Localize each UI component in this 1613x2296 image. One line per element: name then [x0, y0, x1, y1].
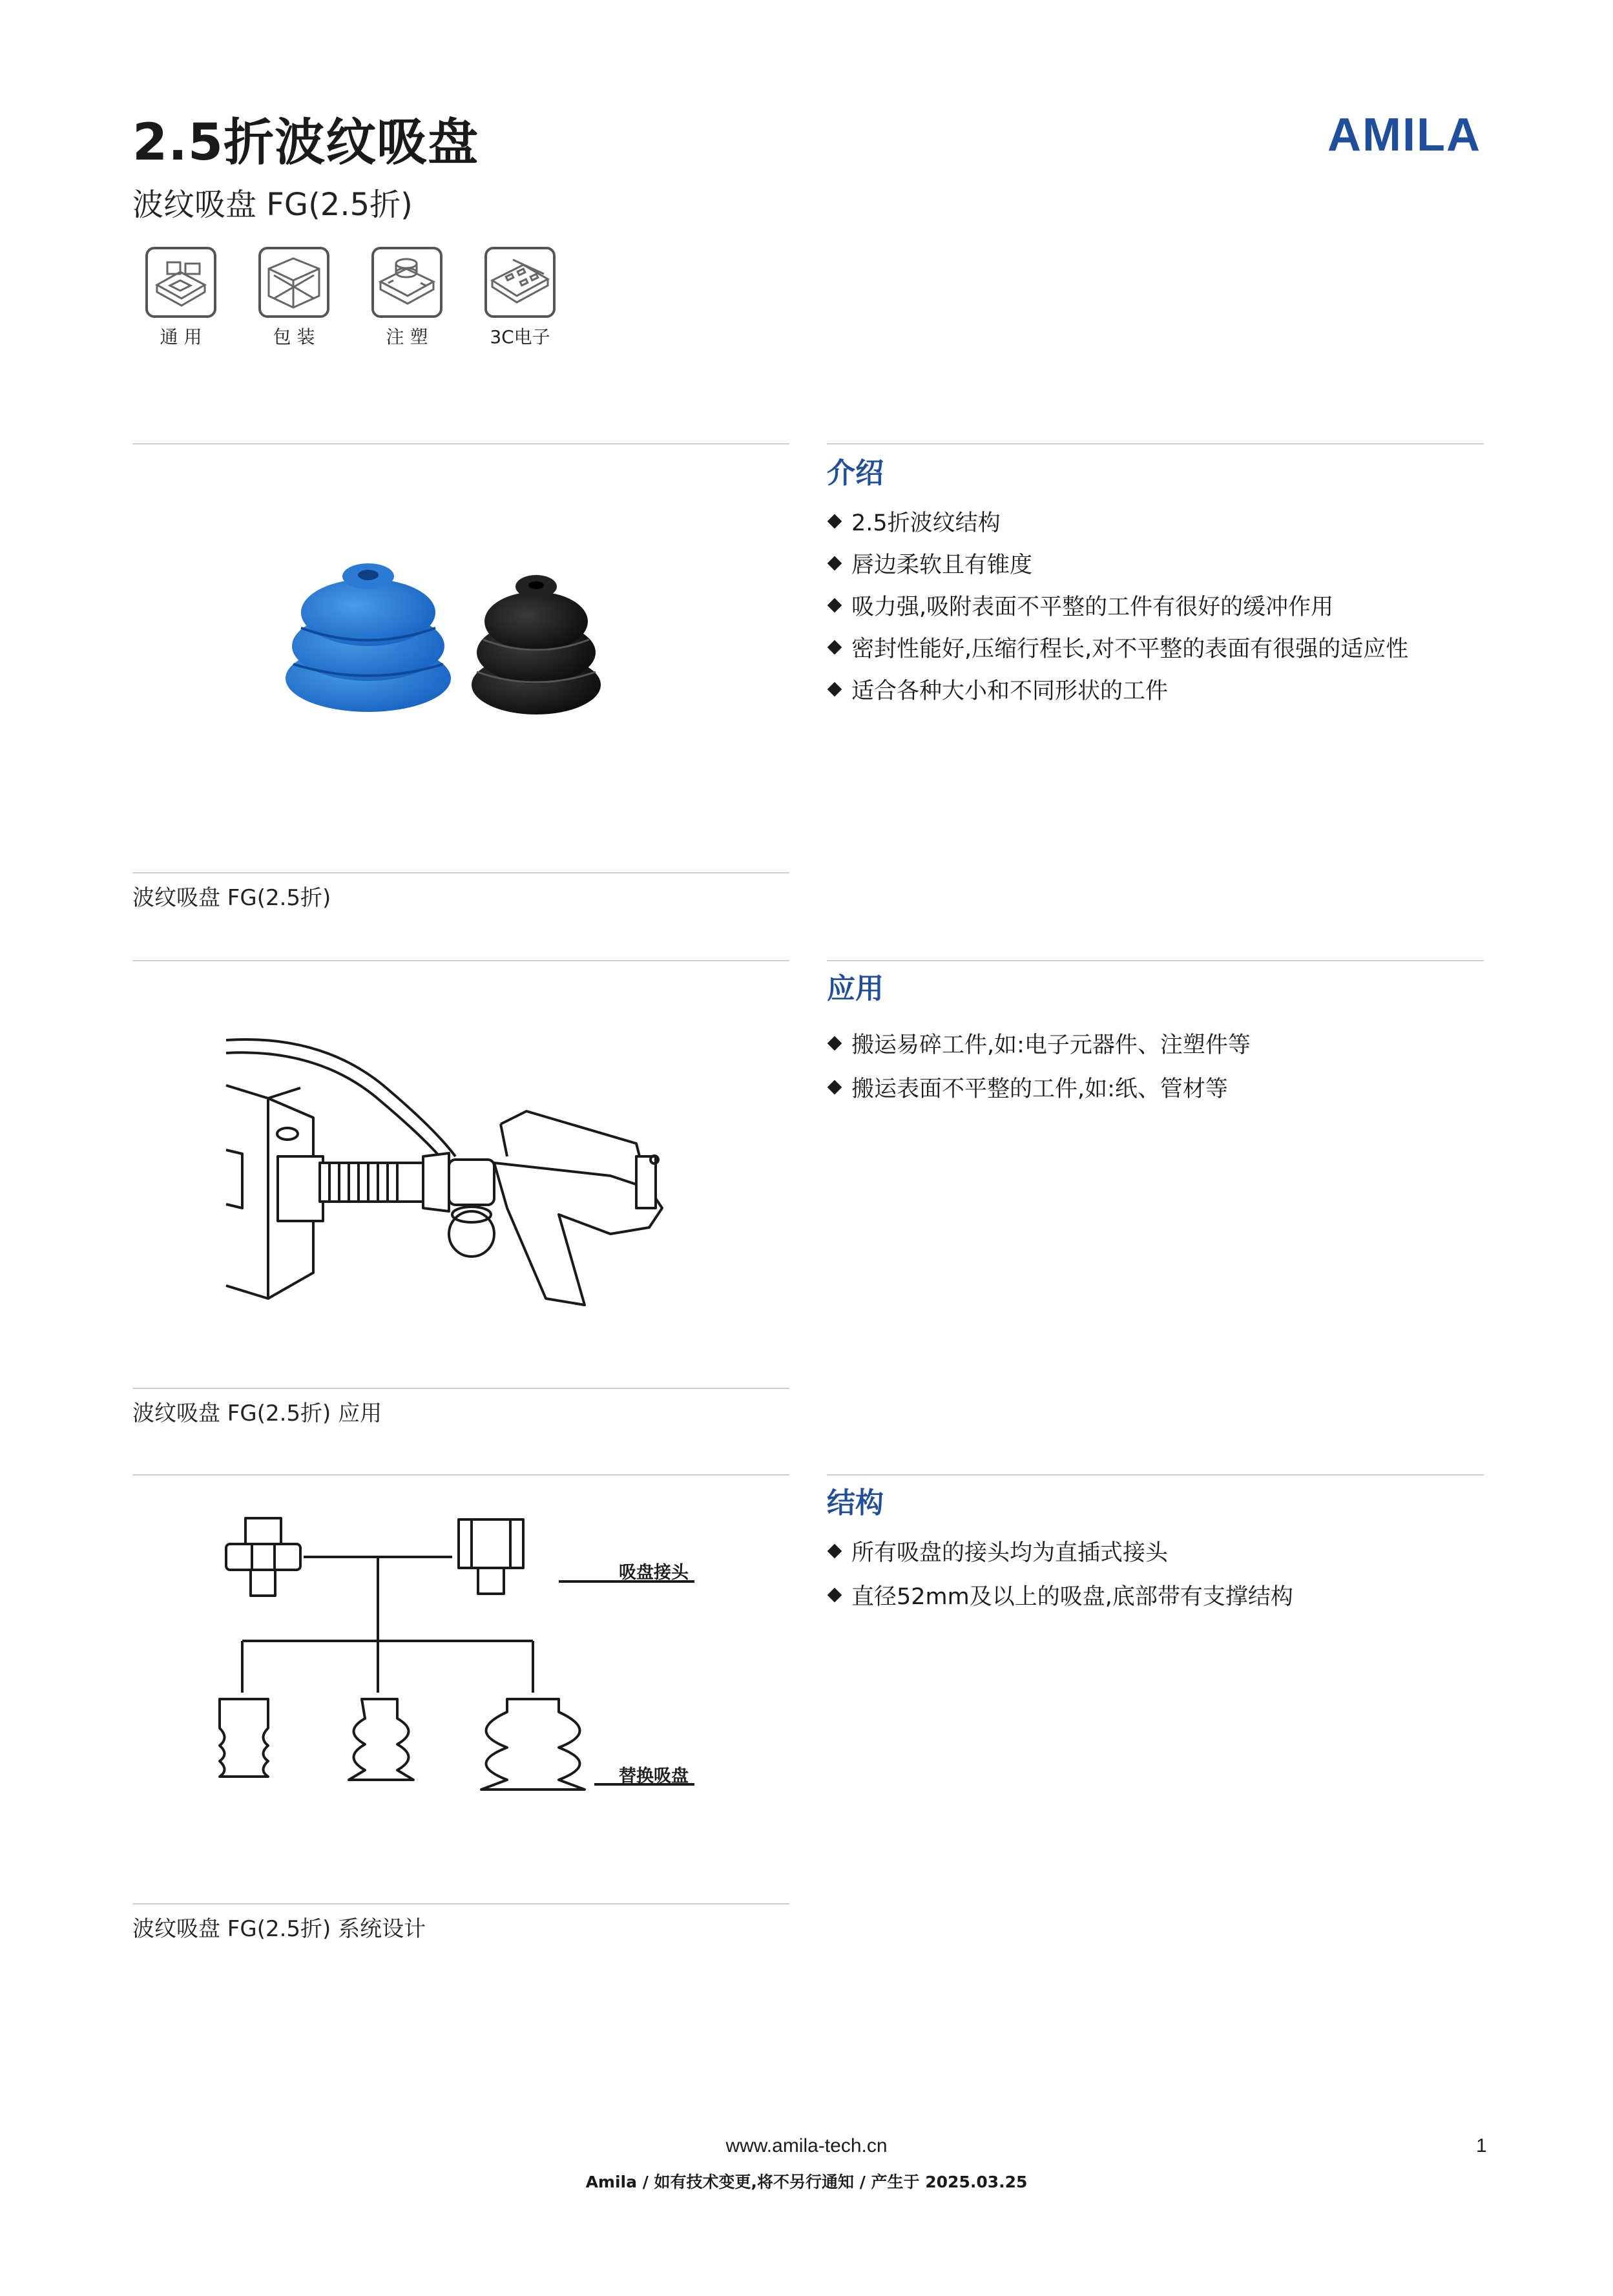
divider: [132, 960, 789, 961]
divider: [132, 1474, 789, 1476]
replacement-cup-label: 替换吸盘: [619, 1766, 689, 1786]
electronics-icon: [484, 247, 556, 318]
industry-label: 通 用: [160, 326, 202, 348]
bullet-item: 吸力强,吸附表面不平整的工件有很好的缓冲作用: [827, 589, 1408, 621]
industry-label: 3C电子: [490, 326, 550, 348]
black-suction-cup: [472, 575, 601, 715]
section-title-structure: 结构: [827, 1487, 884, 1519]
amila-logo: AMILA: [1327, 109, 1481, 161]
blue-suction-cup: [286, 563, 451, 712]
industry-packaging: [245, 247, 342, 349]
industry-3c: [472, 247, 568, 349]
bullet-item: 唇边柔软且有锥度: [827, 547, 1408, 579]
intro-bullets: [827, 505, 1408, 705]
footer-note: Amila / 如有技术变更,将不另行通知 / 产生于 2025.03.25: [585, 2173, 1028, 2191]
application-illustration: [223, 1027, 701, 1327]
bullet-item: 直径52mm及以上的吸盘,底部带有支撑结构: [827, 1579, 1293, 1611]
page-subtitle: 波纹吸盘 FG(2.5折): [132, 187, 413, 223]
industry-label: 包 装: [273, 326, 315, 348]
section-title-application: 应用: [827, 972, 884, 1005]
bullet-item: 密封性能好,压缩行程长,对不平整的表面有很强的适应性: [827, 631, 1408, 663]
divider: [132, 1903, 789, 1905]
injection-molding-icon: [371, 247, 442, 318]
divider: [827, 443, 1484, 444]
photo-caption: 波纹吸盘 FG(2.5折): [132, 885, 331, 911]
structure-caption: 波纹吸盘 FG(2.5折) 系统设计: [132, 1916, 426, 1942]
industry-general: [132, 247, 229, 349]
divider: [132, 872, 789, 873]
divider: [827, 1474, 1484, 1476]
bullet-item: 搬运表面不平整的工件,如:纸、管材等: [827, 1071, 1251, 1103]
industry-label: 注 塑: [386, 326, 428, 348]
bullet-item: 所有吸盘的接头均为直插式接头: [827, 1535, 1293, 1567]
bullet-item: 搬运易碎工件,如:电子元器件、注塑件等: [827, 1027, 1251, 1059]
connector-label: 吸盘接头: [619, 1563, 689, 1583]
industry-injection: [359, 247, 455, 349]
bullet-item: 适合各种大小和不同形状的工件: [827, 673, 1408, 705]
application-caption: 波纹吸盘 FG(2.5折) 应用: [132, 1401, 382, 1426]
page-title: 2.5折波纹吸盘: [132, 114, 479, 172]
general-icon: [145, 247, 216, 318]
section-title-intro: 介绍: [827, 457, 884, 490]
divider: [132, 443, 789, 444]
divider: [132, 1388, 789, 1389]
divider: [827, 960, 1484, 961]
application-bullets: [827, 1027, 1251, 1103]
bullet-item: 2.5折波纹结构: [827, 505, 1408, 537]
product-photo: [284, 549, 620, 733]
page-number: 1: [1476, 2135, 1487, 2156]
footer-url[interactable]: www.amila-tech.cn: [725, 2135, 888, 2156]
packaging-icon: [258, 247, 329, 318]
structure-bullets: [827, 1535, 1293, 1611]
